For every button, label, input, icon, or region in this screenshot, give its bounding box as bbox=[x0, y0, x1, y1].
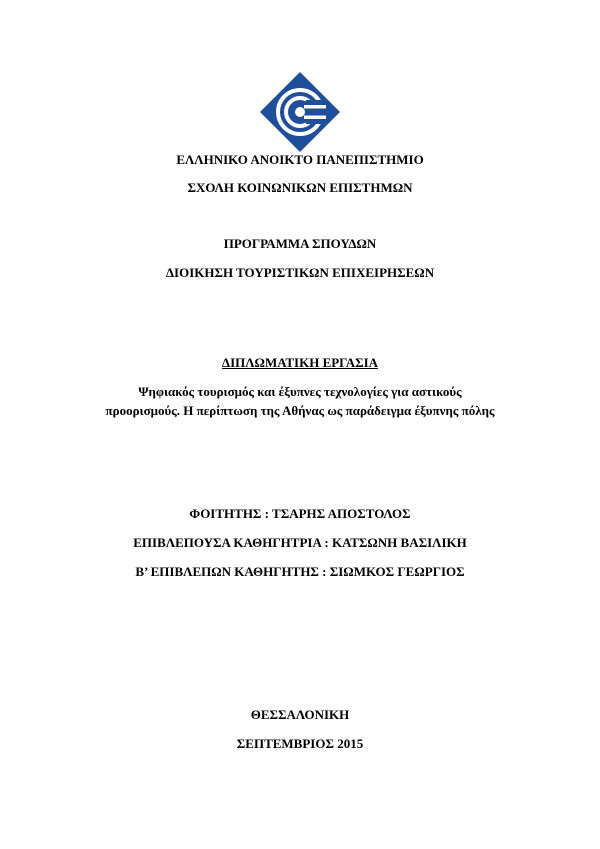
program-name: ΔΙΟΙΚΗΣΗ ΤΟΥΡΙΣΤΙΚΩΝ ΕΠΙΧΕΙΡΗΣΕΩΝ bbox=[165, 265, 435, 280]
second-supervisor-line: Β’ ΕΠΙΒΛΕΠΩΝ ΚΑΘΗΓΗΤΗΣ : ΣΙΩΜΚΟΣ ΓΕΩΡΓΙΟΣ bbox=[135, 564, 465, 579]
logo-bar-top bbox=[304, 105, 326, 109]
university-name: ΕΛΛΗΝΙΚΟ ΑΝΟΙΚΤΟ ΠΑΝΕΠΙΣΤΗΜΙΟ bbox=[176, 152, 424, 167]
logo-ring-gap bbox=[306, 100, 326, 124]
date: ΣΕΠΤΕΜΒΡΙΟΣ 2015 bbox=[236, 736, 364, 751]
city: ΘΕΣΣΑΛΟΝΙΚΗ bbox=[250, 707, 350, 722]
thesis-title: Ψηφιακός τουρισμός και έξυπνες τεχνολογίες για αστικούς προορισμούς. Η περίπτωση της Αθήνας ως παράδειγμα έξυπνης πόλης bbox=[105, 384, 495, 418]
university-logo-icon bbox=[258, 70, 342, 154]
program-label: ΠΡΟΓΡΑΜΜΑ ΣΠΟΥΔΩΝ bbox=[223, 236, 377, 251]
logo-bar-bottom bbox=[304, 116, 326, 120]
thesis-type: ΔΙΠΛΩΜΑΤΙΚΗ ΕΡΓΑΣΙΑ bbox=[221, 355, 379, 370]
school-name: ΣΧΟΛΗ ΚΟΙΝΩΝΙΚΩΝ ΕΠΙΣΤΗΜΩΝ bbox=[187, 180, 413, 195]
supervisor-line: ΕΠΙΒΛΕΠΟΥΣΑ ΚΑΘΗΓΗΤΡΙΑ : ΚΑΤΣΩΝΗ ΒΑΣΙΛΙΚΗ bbox=[133, 535, 467, 550]
student-line: ΦΟΙΤΗΤΗΣ : ΤΣΑΡΗΣ ΑΠΟΣΤΟΛΟΣ bbox=[189, 506, 411, 521]
logo-center bbox=[295, 107, 305, 117]
